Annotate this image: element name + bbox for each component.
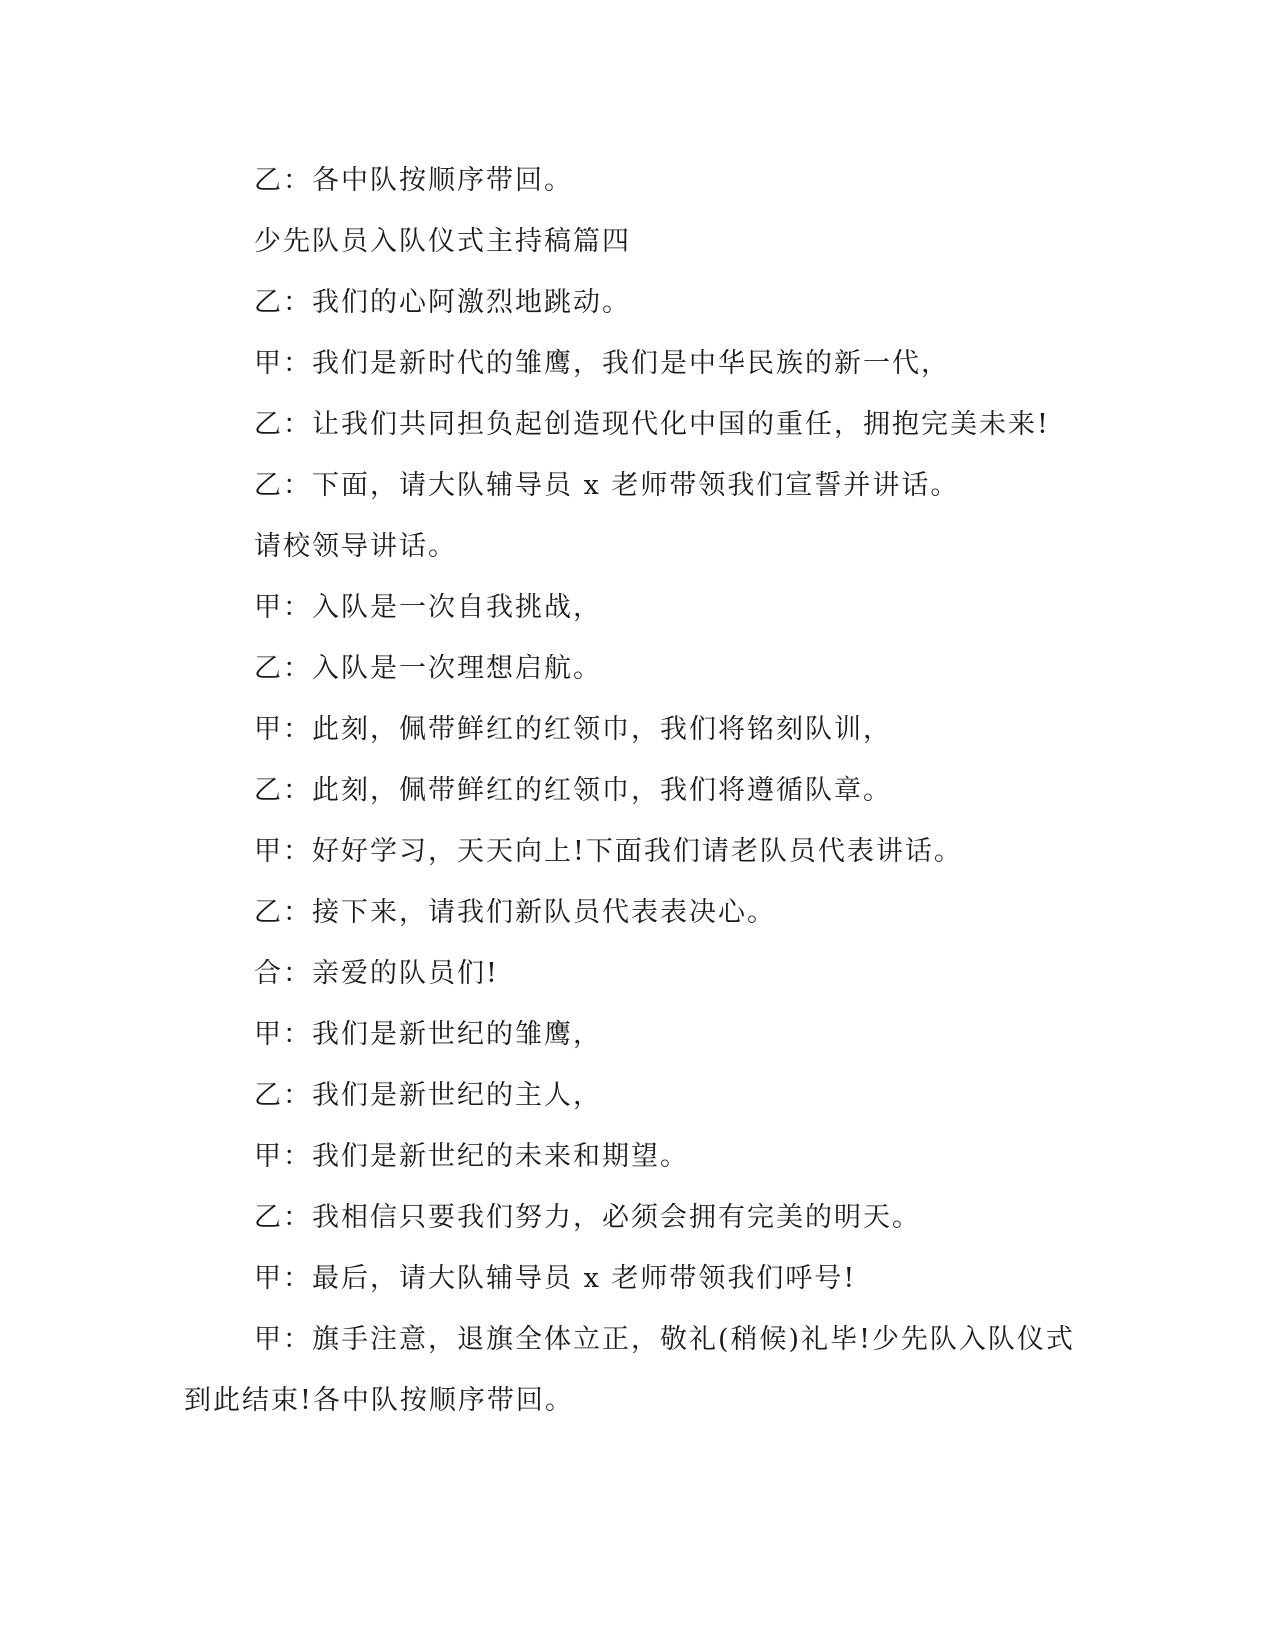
section-heading: 少先队员入队仪式主持稿篇四 [254,226,631,257]
paragraph: 甲：我们是新世纪的未来和期望。 [254,1141,689,1172]
paragraph: 乙：各中队按顺序带回。 [254,165,573,196]
paragraph: 甲：好好学习，天天向上!下面我们请老队员代表讲话。 [254,836,963,867]
paragraph: 乙：接下来，请我们新队员代表表决心。 [254,897,776,928]
paragraph: 请校领导讲话。 [254,531,457,562]
document-body [184,163,1075,1444]
final-paragraph-line-2: 到此结束!各中队按顺序带回。 [184,1385,574,1416]
paragraph: 乙：让我们共同担负起创造现代化中国的重任，拥抱完美未来! [254,409,1050,440]
paragraph: 甲：最后，请大队辅导员 x 老师带领我们呼号! [254,1263,857,1294]
paragraph: 乙：我相信只要我们努力，必须会拥有完美的明天。 [254,1202,921,1233]
paragraph: 甲：我们是新世纪的雏鹰， [254,1019,602,1050]
final-paragraph-line-1: 甲：旗手注意，退旗全体立正，敬礼(稍候)礼毕!少先队入队仪式 [254,1324,1075,1355]
paragraph: 乙：下面，请大队辅导员 x 老师带领我们宣誓并讲话。 [254,470,960,501]
paragraph: 乙：此刻，佩带鲜红的红领巾，我们将遵循队章。 [254,775,892,806]
paragraph: 乙：我们是新世纪的主人， [254,1080,602,1111]
paragraph: 乙：入队是一次理想启航。 [254,653,602,684]
paragraph: 甲：入队是一次自我挑战， [254,592,602,623]
paragraph: 甲：此刻，佩带鲜红的红领巾，我们将铭刻队训， [254,714,892,745]
paragraph: 甲：我们是新时代的雏鹰，我们是中华民族的新一代， [254,348,950,379]
paragraph: 乙：我们的心阿激烈地跳动。 [254,287,631,318]
paragraph: 合：亲爱的队员们! [254,958,499,989]
